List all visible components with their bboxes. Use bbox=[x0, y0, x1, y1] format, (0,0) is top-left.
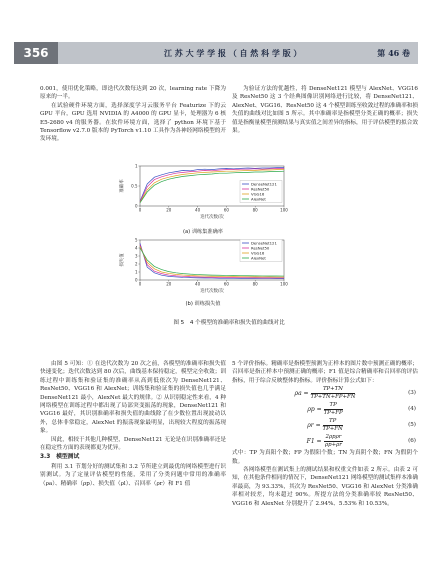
legend-label: AlexNet bbox=[251, 255, 266, 261]
subfigure-caption-a: (a) 训练集准确率 bbox=[182, 229, 223, 235]
x-tick-label: 40 bbox=[195, 281, 201, 287]
equation-lhs: ρa = bbox=[294, 390, 309, 398]
x-tick-label: 0 bbox=[138, 281, 142, 287]
y-tick-label: 0.5 bbox=[131, 183, 138, 189]
paragraph: 在试验硬件环境方面，选择深度学习云服务平台 Featurize 下的云 GPU 平台，GPU 选用 NVIDIA 的 A4000 的 GPU 显卡，处理器为 6 核 E5-2680 v4 的服务器。在软件环境方面，选择了 python 环境下基于 Tensorflow v2.7.0 版本的 PyTorch v1.10 工具作为各神经网络模型的开发环境。 bbox=[40, 102, 226, 143]
legend-label: VGG16 bbox=[251, 191, 265, 197]
legend-label: ResNet50 bbox=[251, 186, 270, 192]
y-tick-label: 3 bbox=[134, 253, 138, 259]
paragraph: 各网络模型在测试集上的测试结果和权重文件如表 2 所示。由表 2 可知，在其他条件相同的情况下，DenseNet121 网络模型的测试集样本准确率最高，为 93.33%，其次为 ResNet50、VGG16 和 AlexNet 分类准确率相对较差，均未超过 90%。所提方法的分类准确率较 ResNet50、VGG16 和 AlexNet 分别提升了 2.94%、5.53% 和 10.53%。 bbox=[232, 467, 418, 507]
equation-numerator: TP bbox=[324, 402, 343, 410]
figure-caption: 图 5 4 个模型的准确率和损失值的曲线对比 bbox=[173, 320, 285, 326]
x-tick-label: 60 bbox=[223, 281, 229, 287]
x-tick-label: 20 bbox=[166, 281, 172, 287]
equation-number: (6) bbox=[408, 438, 416, 445]
paragraph: 式中：TP 为真阳个数；FP 为假阳个数；TN 为真阴个数；FN 为假阴个数。 bbox=[232, 450, 418, 465]
accuracy-chart bbox=[118, 162, 288, 220]
x-tick-label: 40 bbox=[195, 207, 201, 213]
y-axis-label: 准确率 bbox=[120, 179, 125, 193]
legend-label: VGG16 bbox=[251, 250, 265, 256]
y-tick-label: 0 bbox=[134, 203, 138, 209]
paragraph: 利用 3.1 节划分好的测试集和 3.2 节所建立到最优的网络模型进行识别测试。为了定量评估模型的性能，采用了分类问题中常用的准确率（ρa）、精确率（ρp）、损失值（ρl）、召回率（ρr）和 F1 值 bbox=[40, 463, 226, 487]
page-number: 356 bbox=[14, 42, 58, 64]
journal-name: 江 苏 大 学 学 报 （ 自 然 科 学 版 ） bbox=[164, 48, 302, 58]
x-tick-label: 0 bbox=[138, 207, 142, 213]
left-column-bottom bbox=[40, 360, 226, 584]
x-tick-label: 100 bbox=[280, 281, 288, 287]
equation-lhs: F1 = bbox=[306, 438, 322, 446]
paragraph: 0.001，使用优化策略，即迭代次数每达到 20 次，learning rate 下降为原来的一半。 bbox=[40, 86, 226, 101]
y-tick-label: 5 bbox=[134, 237, 138, 243]
y-tick-label: 1 bbox=[134, 163, 138, 169]
legend-label: DenseNet121 bbox=[251, 240, 277, 246]
x-tick-label: 60 bbox=[223, 207, 229, 213]
y-tick-label: 4 bbox=[134, 245, 138, 251]
legend-label: ResNet50 bbox=[251, 245, 270, 251]
left-column-top bbox=[40, 85, 226, 160]
legend-label: DenseNet121 bbox=[251, 181, 277, 187]
y-tick-label: 1 bbox=[134, 269, 138, 275]
equation-numerator: TP bbox=[323, 418, 343, 426]
right-column-top bbox=[232, 85, 418, 160]
equation-6 bbox=[232, 433, 418, 449]
equation-number: (4) bbox=[408, 406, 416, 413]
right-column-bottom bbox=[232, 360, 418, 584]
equation-lhs: ρp = bbox=[307, 406, 322, 414]
y-tick-label: 0 bbox=[134, 277, 138, 283]
paragraph: 因此，相较于其他几种模型，DenseNet121 无论是在识别准确率还是在稳定性方面的表现都更为优异。 bbox=[40, 436, 226, 452]
x-tick-label: 80 bbox=[252, 207, 258, 213]
volume-label: 第 46 卷 bbox=[377, 48, 410, 58]
y-tick-label: 2 bbox=[134, 261, 138, 267]
paragraph: 为验证方法的优越性，将 DenseNet121 模型与 AlexNet、VGG16 及 ResNet50 这 3 个经典图像识别网络进行比较，将 DenseNet121、AlexNet、VGG16、ResNet50 这 4 个模型训练至收敛过程的准确率和损失值的曲线对比如图 5 所示。其中准确率是指模型分类正确的概率；损失值是指衡量模型预测结果与真实值之间差异的指标，用于评估模型的拟合效果。 bbox=[232, 86, 418, 135]
equation-4 bbox=[232, 401, 418, 417]
equation-numerator: TP+TN bbox=[311, 386, 356, 394]
equation-denominator: ρp+ρr bbox=[324, 442, 342, 449]
equation-denominator: TP+TN+FP+FN bbox=[310, 394, 356, 401]
equation-denominator: TP+FN bbox=[322, 426, 343, 433]
running-header bbox=[14, 42, 418, 64]
subfigure-caption-b: (b) 训练损失值 bbox=[185, 301, 221, 307]
x-axis-label: 迭代次数/次 bbox=[200, 289, 224, 294]
equation-3 bbox=[232, 385, 418, 401]
loss-chart bbox=[118, 236, 288, 294]
equation-numerator: 2ρpρr bbox=[325, 434, 342, 441]
section-heading: 3.3 模型测试 bbox=[40, 454, 80, 461]
x-tick-label: 100 bbox=[280, 207, 288, 213]
legend-label: AlexNet bbox=[251, 196, 266, 202]
x-axis-label: 迭代次数/次 bbox=[200, 215, 224, 220]
x-tick-label: 80 bbox=[252, 281, 258, 287]
equation-5 bbox=[232, 417, 418, 433]
equation-denominator: TP+FP bbox=[323, 410, 343, 417]
equation-number: (5) bbox=[408, 422, 416, 429]
paragraph: 5 个评价指标。精确率是指模型预测为正样本的图片数中预测正确的概率；召回率是指正样本中预测正确的概率；F1 值是综合精确率和召回率的评估指标，用于综合反映整体的指标。评价指标计算公式如下： bbox=[232, 361, 418, 384]
y-axis-label: 损失值 bbox=[120, 253, 125, 267]
paragraph: 由图 5 可知：① 在迭代次数为 20 次之前，各模型的准确率和损失值快速变化；迭代次数达到 80 次后，曲线基本保持稳定，模型完全收敛；训练过程中训练集和验证集的准确率从高到低依次为 DenseNet121、ResNet50、VGG16 和 AlexNet；训练集和验证集的损失值也几乎满足 DenseNet121 最小，AlexNet 最大的规律。② 从识别稳定性来看，4 种网络模型在训练过程中都出现了局部突变振荡的现象，DenseNet121 和 VGG16 最好，其识别准确率和损失值的曲线除了在少数位置出现波动以外，总体非常稳定，AlexNet 的振荡现象最明显，出现较大程度的振荡现象。 bbox=[40, 361, 226, 435]
equation-lhs: ρr = bbox=[307, 422, 321, 430]
equation-number: (3) bbox=[408, 390, 416, 397]
x-tick-label: 20 bbox=[166, 207, 172, 213]
